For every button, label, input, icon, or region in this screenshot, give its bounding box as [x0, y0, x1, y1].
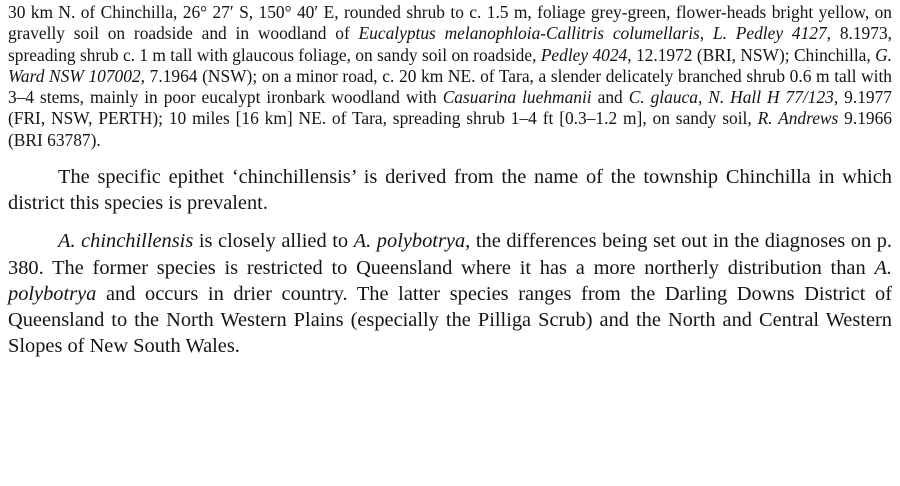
italic-text-run: A. chinchillensis — [58, 230, 194, 253]
text-run: , the differences being set out in the diagnoses on p. 380. The former species is restricted to Queensland where it has a more northerly distribution than — [8, 230, 893, 279]
text-run: 30 km N. of Chinchilla, 26° 27′ S, 150° 40′ E, rounded shrub to c. 1.5 m, foliage grey-green, flower-heads bright yellow, on gravelly soil on roadside and in woodland of — [8, 2, 892, 44]
text-run: , 9.1977 (FRI, NSW, PERTH); 10 miles [16 km] NE. of Tara, spreading shrub 1–4 ft [0.3–1.2 m], on sandy soil, — [8, 87, 892, 129]
text-run: is closely allied to — [193, 230, 354, 253]
italic-text-run: Pedley 4024 — [540, 44, 628, 65]
text-run: , — [699, 23, 713, 44]
italic-text-run: N. Hall H 77/123 — [708, 87, 834, 108]
italic-text-run: A. polybotrya — [8, 256, 892, 305]
text-run: and occurs in drier country. The latter species ranges from the Darling Downs District of Queensland to the North Western Plains (especially the Pilliga Scrub) and the North and Central Western Slopes of New South Wales. — [8, 282, 892, 358]
italic-text-run: G. Ward NSW 107002 — [8, 44, 893, 86]
text-run: , 12.1972 (BRI, NSW); Chinchilla, — [627, 44, 876, 65]
text-run: , — [697, 87, 709, 108]
text-run: and — [591, 87, 629, 108]
italic-text-run: A. polybotrya — [353, 230, 466, 253]
italic-text-run: Eucalyptus melanophloia-Callitris columellaris — [358, 23, 700, 44]
specimen-citations — [8, 2, 892, 151]
affinities-paragraph — [8, 228, 892, 359]
etymology-paragraph — [8, 164, 892, 216]
italic-text-run: L. Pedley 4127 — [712, 23, 827, 44]
text-run: The specific epithet ‘chinchillensis’ is derived from the name of the township Chinchilla in which district this species is prevalent. — [8, 166, 892, 215]
text-run: 9.1966 (BRI 63787). — [8, 108, 892, 150]
page-text — [8, 2, 892, 360]
italic-text-run: C. glauca — [628, 87, 698, 108]
italic-text-run: Casuarina luehmanii — [442, 87, 592, 108]
text-run: , 7.1964 (NSW); on a minor road, c. 20 km NE. of Tara, a slender delicately branched shrub 0.6 m tall with 3–4 stems, mainly in poor eucalypt ironbark woodland with — [8, 65, 892, 108]
text-run: , 8.1973, spreading shrub c. 1 m tall with glaucous foliage, on sandy soil on roadside, — [8, 23, 892, 65]
italic-text-run: R. Andrews — [757, 108, 839, 129]
